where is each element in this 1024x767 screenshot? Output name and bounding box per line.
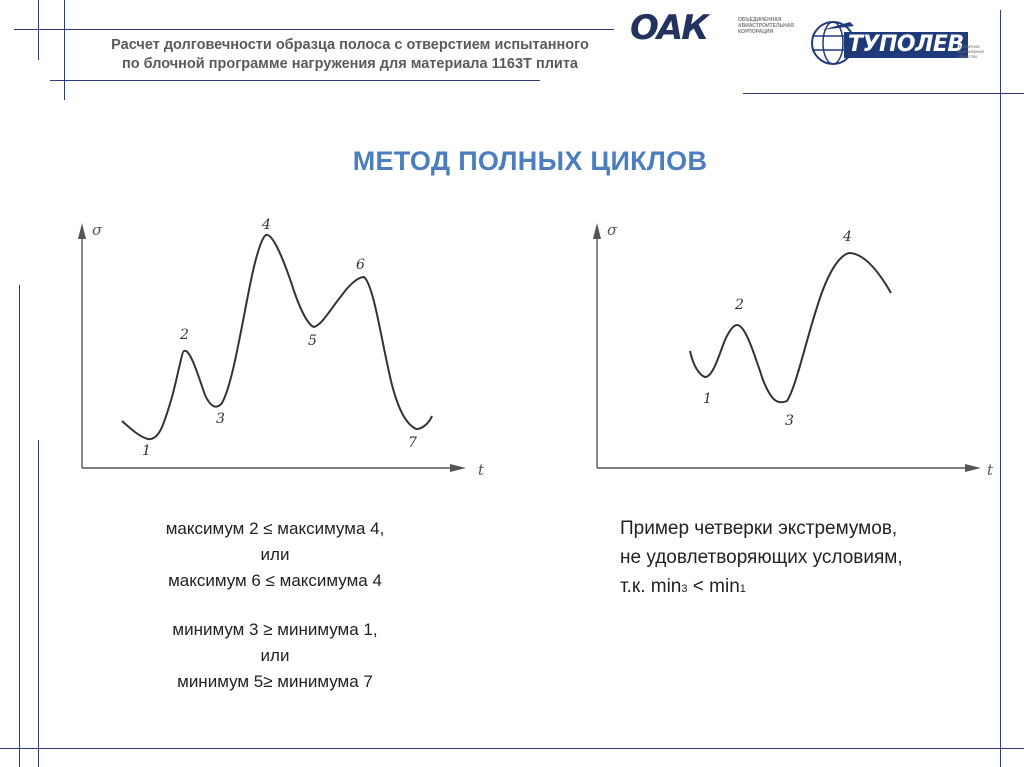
condition-or-1: или (260, 545, 290, 564)
oak-logo: ОАК (630, 8, 708, 48)
header-line-2: по блочной программе нагружения для материала 1163Т плита (122, 56, 578, 72)
example-explanation (620, 514, 1000, 604)
extremum-label-4: 4 (262, 217, 271, 233)
y-axis-label: σ (92, 221, 103, 239)
extremum-label-6: 6 (356, 257, 365, 273)
frame-top-line (14, 29, 614, 30)
condition-min-2: минимум 5≥ минимума 7 (177, 672, 373, 691)
example-min-text: т.к. min (620, 576, 682, 597)
x-axis-label: t (478, 461, 485, 475)
x-axis-label: t (987, 461, 994, 475)
extremum-label-4: 4 (843, 229, 852, 245)
extremum-label-3: 3 (216, 411, 225, 427)
frame-right-top-line (743, 93, 1024, 94)
tupolev-logo: ТУПОЛЕВ (844, 32, 968, 58)
tupolev-logo-subtitle: Публичное акционерное общество (957, 44, 985, 59)
oak-logo-subtitle: ОБЪЕДИНЕННАЯ АВИАСТРОИТЕЛЬНАЯ КОРПОРАЦИЯ (738, 17, 794, 35)
frame-left-lower-vertical (19, 285, 20, 767)
extremum-label-2: 2 (180, 327, 189, 343)
example-line-2: не удовлетворяющих условиям, (620, 547, 903, 568)
condition-min-1: минимум 3 ≥ минимума 1, (172, 620, 378, 639)
condition-or-2: или (260, 646, 290, 665)
frame-header-underline (50, 80, 540, 81)
y-axis-label: σ (607, 221, 618, 239)
condition-max-2: максимум 6 ≤ максимума 4 (168, 571, 382, 590)
condition-max-1: максимум 2 ≤ максимума 4, (165, 519, 385, 538)
x-axis-arrow-icon (965, 464, 981, 472)
example-less-than: < min (687, 576, 740, 597)
slide-title: МЕТОД ПОЛНЫХ ЦИКЛОВ (352, 146, 708, 176)
example-line-3 (620, 572, 1000, 604)
x-axis-arrow-icon (450, 464, 466, 472)
stress-curve-2 (690, 253, 891, 402)
non-satisfying-chart-right (585, 215, 1005, 475)
y-axis-arrow-icon (593, 223, 601, 239)
full-cycle-chart-left (70, 215, 490, 475)
cycle-conditions (110, 516, 440, 695)
extremum-label-3: 3 (785, 413, 794, 429)
example-line-1: Пример четверки экстремумов, (620, 518, 898, 539)
extremum-label-5: 5 (308, 333, 317, 349)
frame-left-lower-vertical-2 (38, 440, 39, 767)
example-min-sub-1: 1 (739, 583, 746, 595)
stress-curve-1 (122, 235, 432, 439)
header-text (60, 36, 640, 74)
example-min-sub-3: 3 (681, 583, 688, 595)
extremum-label-1: 1 (142, 443, 151, 459)
frame-bottom-line (0, 748, 1024, 749)
extremum-label-7: 7 (408, 435, 417, 451)
extremum-label-2: 2 (735, 297, 744, 313)
extremum-label-1: 1 (703, 391, 712, 407)
frame-left-vertical-2 (38, 0, 39, 60)
y-axis-arrow-icon (78, 223, 86, 239)
header-line-1: Расчет долговечности образца полоса с отверстием испытанного (111, 37, 589, 53)
